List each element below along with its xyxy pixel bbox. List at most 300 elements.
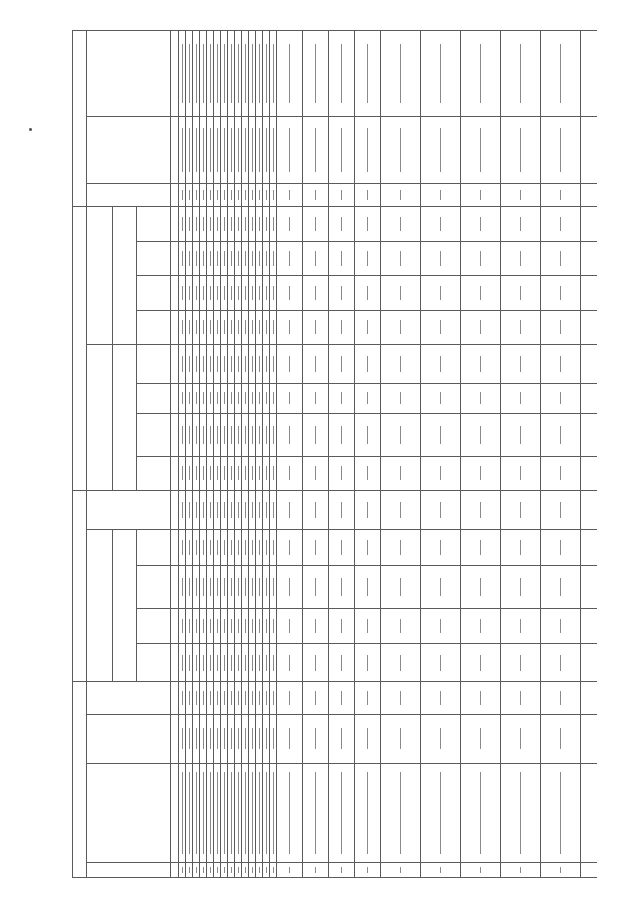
illegible-mark [273,502,274,518]
illegible-mark [266,128,267,173]
illegible-mark [196,128,197,173]
table-cell [421,764,461,863]
table-cell [179,117,186,184]
table-cell [179,862,186,877]
table-cell [228,643,235,682]
illegible-mark [400,356,401,372]
illegible-mark [259,578,260,596]
illegible-mark [367,44,368,102]
header-group-cell [87,207,113,345]
illegible-mark [520,128,521,173]
table-cell [256,413,263,456]
illegible-mark [440,128,441,173]
illegible-mark [224,44,225,102]
illegible-mark [259,466,260,480]
illegible-mark [203,128,204,173]
illegible-mark [196,867,197,872]
table-cell [256,643,263,682]
illegible-mark [440,426,441,444]
illegible-mark [560,772,561,853]
illegible-mark [238,251,239,265]
illegible-mark [520,867,521,872]
illegible-mark [520,619,521,633]
illegible-mark [238,502,239,518]
illegible-mark [315,128,316,173]
table-cell [249,383,256,413]
table-cell [207,276,214,310]
illegible-mark [315,356,316,372]
table-cell [249,183,256,207]
illegible-mark [315,44,316,102]
column-number-cell [171,609,179,643]
table-cell [256,276,263,310]
table-row [200,31,207,878]
illegible-mark [189,772,190,853]
table-cell [461,183,501,207]
illegible-mark [182,619,183,633]
table-cell [541,31,581,117]
table-row [355,31,381,878]
table-cell [228,862,235,877]
table-cell [270,241,277,275]
table-cell [214,714,221,763]
illegible-mark [440,44,441,102]
illegible-mark [252,502,253,518]
illegible-mark [315,619,316,633]
table-cell [186,413,193,456]
table-cell [329,207,355,241]
illegible-mark [252,190,253,199]
column-number-cell [171,207,179,241]
table-cell [242,383,249,413]
illegible-mark [224,286,225,300]
illegible-mark [266,772,267,853]
table-cell [186,456,193,490]
table-cell [249,609,256,643]
illegible-mark [245,540,246,555]
table-cell [277,609,303,643]
table-row [256,31,263,878]
illegible-mark [238,356,239,372]
illegible-mark [560,502,561,518]
table-cell [355,276,381,310]
table-cell [193,609,200,643]
illegible-mark [367,466,368,480]
illegible-mark [289,772,290,853]
illegible-mark [210,392,211,404]
illegible-mark [231,578,232,596]
table-row [186,31,193,878]
illegible-mark [238,619,239,633]
table-cell [242,682,249,714]
column-number-cell [171,241,179,275]
table-cell [329,609,355,643]
illegible-mark [520,392,521,404]
table-cell [242,31,249,117]
illegible-mark [367,540,368,555]
illegible-mark [210,44,211,102]
table-cell [501,764,541,863]
table-cell [541,383,581,413]
table-row [221,31,228,878]
column-number-row [171,31,179,878]
table-cell [270,643,277,682]
table-cell [221,862,228,877]
table-cell [207,241,214,275]
table-cell [329,383,355,413]
illegible-mark [289,190,290,199]
illegible-mark [217,619,218,633]
table-cell [303,566,329,609]
illegible-mark [182,251,183,265]
column-number-cell [171,383,179,413]
illegible-mark [231,655,232,671]
illegible-mark [341,772,342,853]
table-cell [193,413,200,456]
illegible-mark [182,728,183,749]
illegible-mark [231,728,232,749]
illegible-mark [341,540,342,555]
illegible-mark [259,217,260,231]
illegible-mark [367,691,368,704]
illegible-mark [480,540,481,555]
table-cell [355,383,381,413]
table-cell [249,456,256,490]
table-cell [221,456,228,490]
table-cell [329,183,355,207]
illegible-mark [224,619,225,633]
illegible-mark [266,251,267,265]
illegible-mark [273,655,274,671]
illegible-mark [189,128,190,173]
illegible-mark [520,772,521,853]
table-cell [242,764,249,863]
illegible-mark [480,286,481,300]
table-cell [235,491,242,530]
table-body [179,31,598,878]
illegible-mark [289,251,290,265]
illegible-mark [259,728,260,749]
illegible-mark [480,728,481,749]
header-cell [137,241,171,275]
illegible-mark [203,356,204,372]
table-cell [186,310,193,344]
table-cell [249,529,256,566]
header-cell [137,383,171,413]
table-cell [381,643,421,682]
table-cell [263,276,270,310]
illegible-mark [217,540,218,555]
illegible-mark [231,128,232,173]
column-number-cell [171,456,179,490]
illegible-mark [273,251,274,265]
illegible-mark [341,392,342,404]
illegible-mark [520,691,521,704]
table-cell [381,714,421,763]
illegible-mark [289,867,290,872]
table-cell [193,383,200,413]
illegible-mark [400,502,401,518]
table-cell [381,117,421,184]
table-cell [242,117,249,184]
illegible-mark [245,356,246,372]
table-cell [242,529,249,566]
table-cell [541,862,581,877]
illegible-mark [341,190,342,199]
illegible-mark [315,772,316,853]
illegible-mark [203,392,204,404]
header-cell [87,31,171,117]
illegible-mark [252,466,253,480]
table-cell [303,643,329,682]
illegible-mark [182,44,183,102]
table-cell [421,456,461,490]
table-cell [461,714,501,763]
illegible-mark [273,728,274,749]
illegible-mark [196,44,197,102]
table-cell [541,183,581,207]
illegible-mark [273,772,274,853]
table-cell [235,276,242,310]
table-cell [179,456,186,490]
table-cell [228,764,235,863]
illegible-mark [273,128,274,173]
table-cell [221,764,228,863]
illegible-mark [440,320,441,334]
table-row [270,31,277,878]
illegible-mark [520,190,521,199]
illegible-mark [238,426,239,444]
table-cell [200,609,207,643]
table-cell [581,609,598,643]
table-cell [228,117,235,184]
table-cell [381,609,421,643]
table-cell [270,609,277,643]
illegible-mark [217,190,218,199]
table-cell [179,491,186,530]
table-cell [179,529,186,566]
illegible-mark [238,286,239,300]
illegible-mark [367,251,368,265]
illegible-mark [217,217,218,231]
table-cell [355,310,381,344]
table-cell [461,609,501,643]
table-cell [381,241,421,275]
illegible-mark [259,502,260,518]
table-cell [355,241,381,275]
illegible-mark [245,392,246,404]
table-cell [381,183,421,207]
illegible-mark [273,867,274,872]
illegible-mark [400,540,401,555]
illegible-mark [252,286,253,300]
illegible-mark [259,772,260,853]
table-cell [242,207,249,241]
table-cell [200,310,207,344]
illegible-mark [203,44,204,102]
table-cell [581,183,598,207]
table-cell [179,207,186,241]
table-cell [235,529,242,566]
illegible-mark [440,772,441,853]
table-cell [263,344,270,383]
column-number-cell [171,862,179,877]
header-cell [73,682,87,878]
illegible-mark [245,655,246,671]
illegible-mark [341,217,342,231]
illegible-mark [400,128,401,173]
illegible-mark [189,190,190,199]
table-cell [207,566,214,609]
table-cell [263,117,270,184]
illegible-mark [210,502,211,518]
illegible-mark [196,728,197,749]
illegible-mark [480,691,481,704]
table-cell [256,566,263,609]
illegible-mark [273,540,274,555]
table-row [193,31,200,878]
table-cell [207,117,214,184]
table-cell [193,862,200,877]
table-row [421,31,461,878]
table-cell [256,310,263,344]
illegible-mark [189,728,190,749]
table-cell [263,491,270,530]
table-cell [193,643,200,682]
illegible-mark [560,356,561,372]
table-cell [256,491,263,530]
illegible-mark [367,320,368,334]
table-cell [381,310,421,344]
table-cell [256,862,263,877]
table-cell [214,310,221,344]
illegible-mark [315,578,316,596]
table-cell [256,241,263,275]
illegible-mark [315,691,316,704]
illegible-mark [210,772,211,853]
illegible-mark [252,217,253,231]
table-cell [186,682,193,714]
illegible-mark [560,578,561,596]
illegible-mark [315,392,316,404]
illegible-mark [289,691,290,704]
table-cell [541,643,581,682]
table-cell [263,31,270,117]
table-cell [228,207,235,241]
table-cell [381,764,421,863]
table-cell [242,491,249,530]
table-cell [421,241,461,275]
table-row [228,31,235,878]
table-cell [270,276,277,310]
illegible-mark [400,466,401,480]
illegible-mark [231,867,232,872]
table-cell [235,643,242,682]
header-cell [137,529,171,566]
illegible-mark [341,691,342,704]
illegible-mark [560,320,561,334]
table-cell [421,491,461,530]
table-cell [461,207,501,241]
table-cell [421,183,461,207]
header-cell [87,714,171,763]
illegible-mark [367,728,368,749]
table-cell [381,207,421,241]
table-cell [214,491,221,530]
header-cell [137,207,171,241]
illegible-mark [196,619,197,633]
table-cell [270,344,277,383]
column-number-cell [171,310,179,344]
table-cell [200,383,207,413]
illegible-mark [231,190,232,199]
illegible-mark [259,655,260,671]
table-cell [581,862,598,877]
illegible-mark [224,190,225,199]
illegible-mark [189,426,190,444]
table-cell [256,344,263,383]
table-cell [235,344,242,383]
table-cell [581,241,598,275]
illegible-mark [480,426,481,444]
header-cell [137,344,171,383]
table-cell [270,413,277,456]
table-cell [207,310,214,344]
table-cell [235,456,242,490]
table-cell [263,456,270,490]
table-row [581,31,598,878]
table-cell [235,183,242,207]
table-cell [263,413,270,456]
table-cell [461,456,501,490]
illegible-mark [252,251,253,265]
table-cell [277,241,303,275]
table-cell [228,310,235,344]
table-cell [193,183,200,207]
illegible-mark [341,728,342,749]
illegible-mark [210,867,211,872]
illegible-mark [289,128,290,173]
table-cell [179,310,186,344]
table-cell [541,413,581,456]
illegible-mark [560,251,561,265]
table-cell [303,529,329,566]
table-cell [329,276,355,310]
table-row [303,31,329,878]
illegible-mark [560,540,561,555]
illegible-mark [231,619,232,633]
illegible-mark [400,728,401,749]
table-cell [179,643,186,682]
illegible-mark [480,392,481,404]
table-cell [277,529,303,566]
illegible-mark [315,540,316,555]
table-cell [249,682,256,714]
table-cell [355,31,381,117]
table-cell [381,31,421,117]
table-cell [355,117,381,184]
illegible-mark [440,217,441,231]
illegible-mark [560,286,561,300]
illegible-mark [520,540,521,555]
illegible-mark [182,286,183,300]
illegible-mark [217,772,218,853]
column-number-cell [171,276,179,310]
scanned-document [72,30,597,878]
illegible-mark [480,502,481,518]
table-row [235,31,242,878]
illegible-mark [367,655,368,671]
